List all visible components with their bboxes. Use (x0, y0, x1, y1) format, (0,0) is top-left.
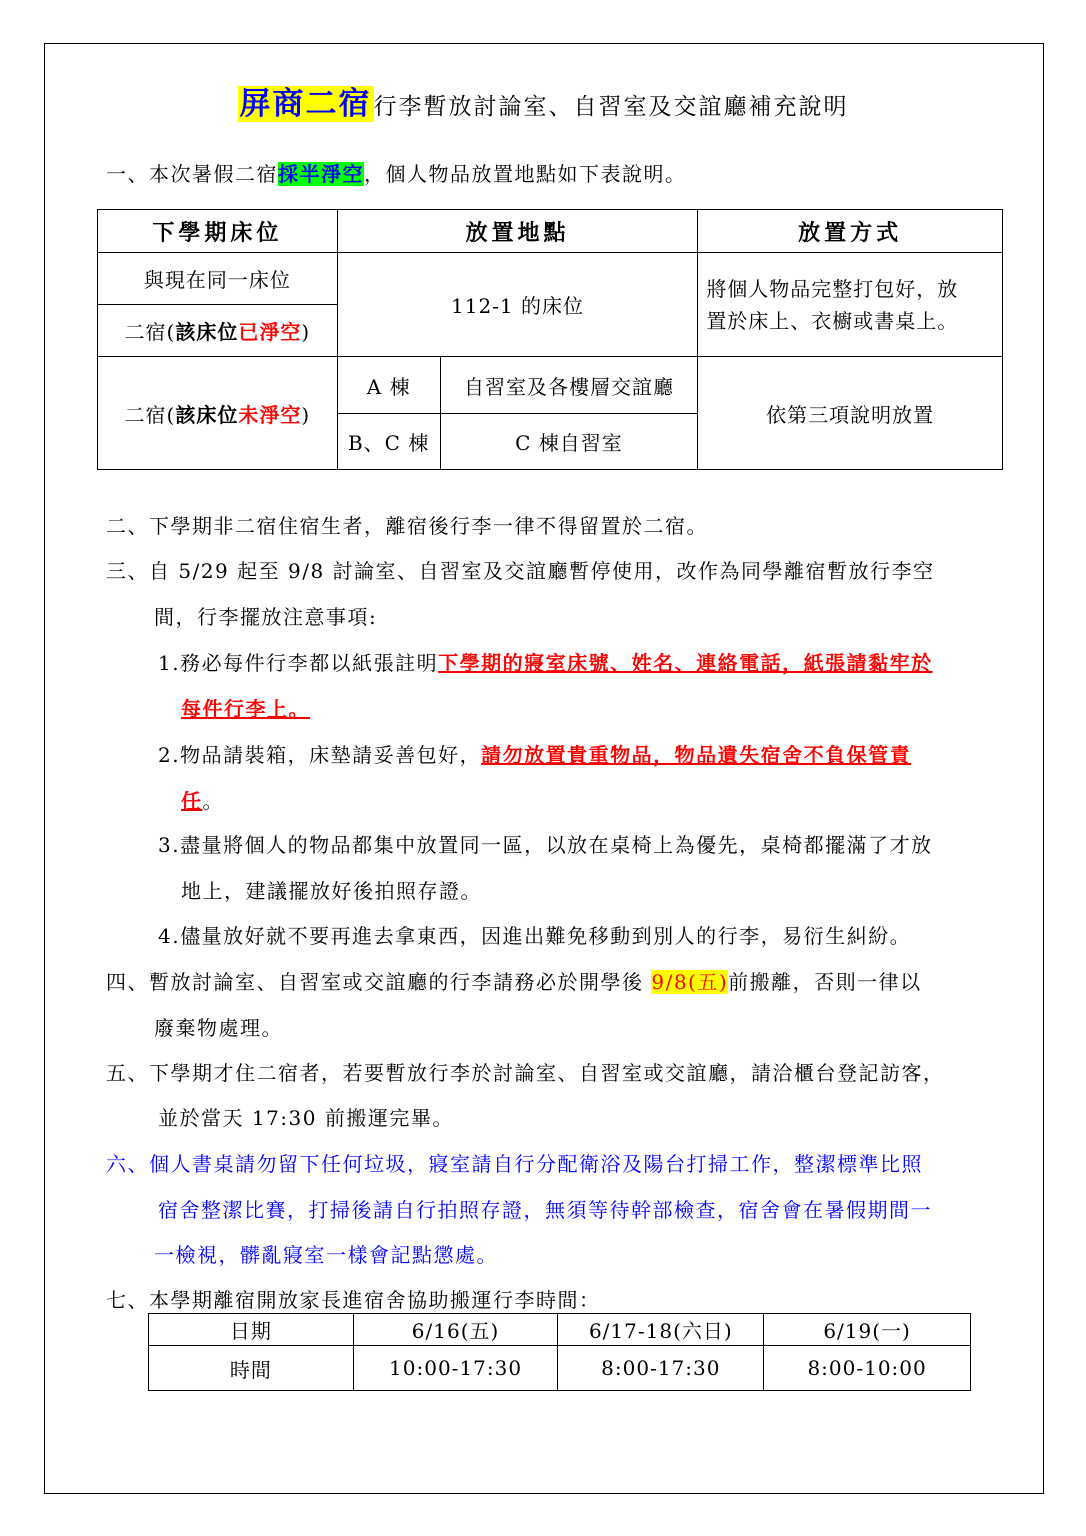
item-3-sub3: 3.盡量將個人的物品都集中放置同一區，以放在桌椅上為優先，桌椅都擺滿了才放 (158, 833, 933, 857)
cleared-c: 已淨空 (238, 320, 302, 344)
item-5-line2: 並於當天 17:30 前搬運完畢。 (158, 1106, 454, 1130)
cell-bldg-a-loc: 自習室及各樓層交誼廳 (440, 357, 698, 414)
item-6-line2: 宿舍整潔比賽，打掃後請自行拍照存證，無須等待幹部檢查，宿舍會在暑假期間一 (158, 1198, 932, 1222)
item-3-sub2-cont (181, 785, 224, 814)
sub1-red2: 每件行李上。 (181, 697, 310, 721)
t2-time-label: 時間 (149, 1346, 354, 1391)
item-3-sub1 (158, 647, 933, 676)
item-4 (106, 966, 922, 995)
item-3-line1: 三、自 5/29 起至 9/8 討論室、自習室及交誼廳暫停使用，改作為同學離宿暫放行李空 (106, 559, 935, 583)
cell-cleared (98, 305, 338, 357)
cell-bldg-bc: B、C 棟 (337, 414, 440, 470)
title-highlight: 屏商二宿 (239, 86, 372, 122)
method-1-line1: 將個人物品完整打包好，放 (706, 276, 959, 301)
sub2-plain: 2.物品請裝箱，床墊請妥善包好， (158, 743, 482, 767)
sub1-red1: 下學期的寢室床號、姓名、連絡電話，紙張請黏牢於 (438, 651, 933, 675)
document-title (0, 78, 1086, 123)
item-1-highlight: 採半淨空 (278, 162, 364, 186)
cell-bldg-bc-loc: C 棟自習室 (440, 414, 698, 470)
item-4-suffix: 前搬離，否則一律以 (728, 970, 922, 994)
cell-method-2: 依第三項說明放置 (698, 357, 1003, 470)
t2-date-3: 6/19(一) (764, 1314, 971, 1346)
item-6-line1: 六、個人書桌請勿留下任何垃圾，寢室請自行分配衛浴及陽台打掃工作，整潔標準比照 (106, 1152, 923, 1176)
t2-date-1: 6/16(五) (353, 1314, 558, 1346)
cell-method-1 (698, 253, 1003, 357)
item-5-line1: 五、下學期才住二宿者，若要暫放行李於討論室、自習室或交誼廳，請洽櫃台登記訪客， (106, 1061, 945, 1085)
item-7: 七、本學期離宿開放家長進宿舍協助搬運行李時間： (106, 1288, 601, 1312)
item-2: 二、下學期非二宿住宿生者，離宿後行李一律不得留置於二宿。 (106, 514, 708, 538)
item-3-sub4: 4.儘量放好就不要再進去拿東西，因進出難免移動到別人的行李，易衍生糾紛。 (158, 924, 912, 948)
t2-date-2: 6/17-18(六日) (558, 1314, 764, 1346)
item-4-prefix: 四、暫放討論室、自習室或交誼廳的行李請務必於開學後 (106, 970, 652, 994)
item-3-sub1-cont (181, 693, 310, 722)
t2-date-label: 日期 (149, 1314, 354, 1346)
header-method: 放置方式 (698, 210, 1003, 253)
item-3-sub2 (158, 739, 911, 768)
cleared-a: 二宿( (124, 320, 176, 344)
item-4-line2: 廢棄物處理。 (154, 1016, 283, 1040)
item-1-prefix: 一、本次暑假二宿 (106, 162, 278, 186)
cleared-b: 該床位 (175, 320, 239, 344)
item-3-sub3-cont: 地上，建議擺放好後拍照存證。 (181, 879, 482, 903)
uncleared-b: 該床位 (175, 402, 239, 427)
title-text: 行李暫放討論室、自習室及交誼廳補充說明 (373, 94, 849, 120)
uncleared-a: 二宿( (124, 402, 176, 427)
cell-same-bed: 與現在同一床位 (98, 253, 338, 305)
t2-time-3: 8:00-10:00 (764, 1346, 971, 1391)
sub2-red2: 任 (181, 789, 203, 813)
t2-time-2: 8:00-17:30 (558, 1346, 764, 1391)
cell-bldg-a: A 棟 (337, 357, 440, 414)
sub1-plain: 1.務必每件行李都以紙張註明 (158, 651, 439, 675)
item-1 (106, 158, 687, 187)
t2-time-1: 10:00-17:30 (353, 1346, 558, 1391)
item-4-date: 9/8(五) (651, 970, 729, 994)
placement-table (97, 209, 1003, 470)
sub2-red1: 請勿放置貴重物品，物品遺失宿舍不負保管責 (481, 743, 912, 767)
method-1-line2: 置於床上、衣櫥或書桌上。 (706, 308, 959, 333)
item-3-line2: 間，行李擺放注意事項: (154, 605, 378, 629)
header-bed: 下學期床位 (98, 210, 338, 253)
item-1-suffix: ，個人物品放置地點如下表說明。 (364, 162, 687, 186)
sub2-end: 。 (202, 789, 224, 813)
cleared-d: ) (301, 320, 311, 344)
cell-location-112: 112-1 的床位 (337, 253, 698, 357)
item-6-line3: 一檢視，髒亂寢室一樣會記點懲處。 (154, 1243, 498, 1267)
uncleared-c: 未淨空 (238, 402, 302, 427)
parent-access-table (148, 1313, 971, 1391)
uncleared-d: ) (301, 402, 311, 427)
cell-uncleared (98, 357, 338, 470)
header-location: 放置地點 (337, 210, 698, 253)
